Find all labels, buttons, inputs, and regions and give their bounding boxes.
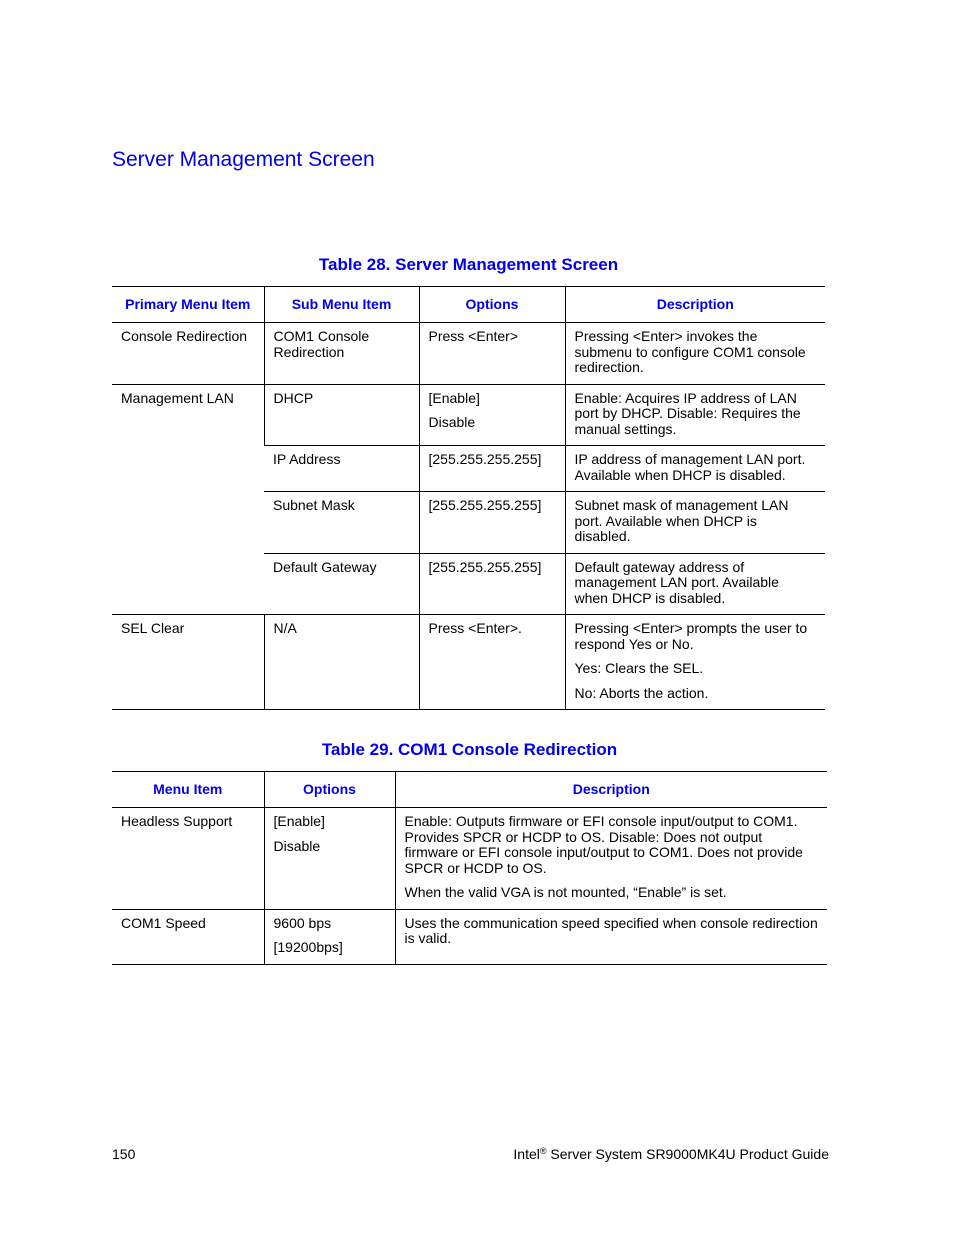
options-cell: [Enable] Disable [264,808,395,910]
table-row [112,323,825,385]
sub-menu-item-cell: IP Address [264,446,419,492]
column-header-menu-item: Menu Item [112,772,264,808]
page-number: 150 [112,1146,136,1162]
document-title-footer [513,1146,829,1162]
column-header-description: Description [395,772,827,808]
primary-menu-item-cell: Console Redirection [112,323,264,385]
brand-name: Intel [513,1146,540,1162]
table-28-caption: Table 28. Server Management Screen [318,255,619,274]
table-row [112,808,827,910]
options-cell: [255.255.255.255] [419,446,565,492]
description-cell: Pressing <Enter> invokes the submenu to configure COM1 console redirection. [565,323,825,385]
description-cell: Uses the communication speed specified when console redirection is valid. [395,909,827,964]
sub-menu-item-cell: N/A [264,615,419,710]
column-header-options: Options [419,287,565,323]
description-cell: Pressing <Enter> prompts the user to respond Yes or No. Yes: Clears the SEL. No: Aborts the action. [565,615,825,710]
menu-item-cell: COM1 Speed [112,909,264,964]
description-cell: Enable: Acquires IP address of LAN port by DHCP. Disable: Requires the manual settings. [565,384,825,446]
options-cell: Press <Enter> [419,323,565,385]
description-cell: Enable: Outputs firmware or EFI console input/output to COM1. Provides SPCR or HCDP to OS. Disable: Does not output firmware or EFI console input/output to COM1. Does not provide SPCR or HCDP to OS. When the valid VGA is not mounted, “Enable” is set. [395,808,827,910]
table-header-row [112,287,825,323]
primary-menu-item-cell: SEL Clear [112,615,264,710]
table-row [112,909,827,964]
com1-console-redirection-table [112,771,827,965]
options-cell: 9600 bps [19200bps] [264,909,395,964]
description-cell: Subnet mask of management LAN port. Available when DHCP is disabled. [565,492,825,554]
table-29-caption: Table 29. COM1 Console Redirection [321,740,618,759]
options-cell: [255.255.255.255] [419,492,565,554]
options-cell: [255.255.255.255] [419,553,565,615]
menu-item-cell: Headless Support [112,808,264,910]
column-header-description: Description [565,287,825,323]
guide-title: Server System SR9000MK4U Product Guide [546,1146,829,1162]
table-header-row [112,772,827,808]
primary-menu-item-cell: Management LAN [112,384,264,615]
server-management-table [112,286,825,710]
sub-menu-item-cell: COM1 Console Redirection [264,323,419,385]
column-header-options: Options [264,772,395,808]
options-cell: [Enable] Disable [419,384,565,446]
registered-mark: ® [539,1146,547,1156]
sub-menu-item-cell: Subnet Mask [264,492,419,554]
description-cell: Default gateway address of management LAN port. Available when DHCP is disabled. [565,553,825,615]
sub-menu-item-cell: Default Gateway [264,553,419,615]
sub-menu-item-cell: DHCP [264,384,419,446]
column-header-sub-menu-item: Sub Menu Item [264,287,419,323]
table-row [112,384,825,446]
page-title: Server Management Screen [112,148,375,171]
description-cell: IP address of management LAN port. Available when DHCP is disabled. [565,446,825,492]
options-cell: Press <Enter>. [419,615,565,710]
column-header-primary-menu-item: Primary Menu Item [112,287,264,323]
table-row [112,615,825,710]
